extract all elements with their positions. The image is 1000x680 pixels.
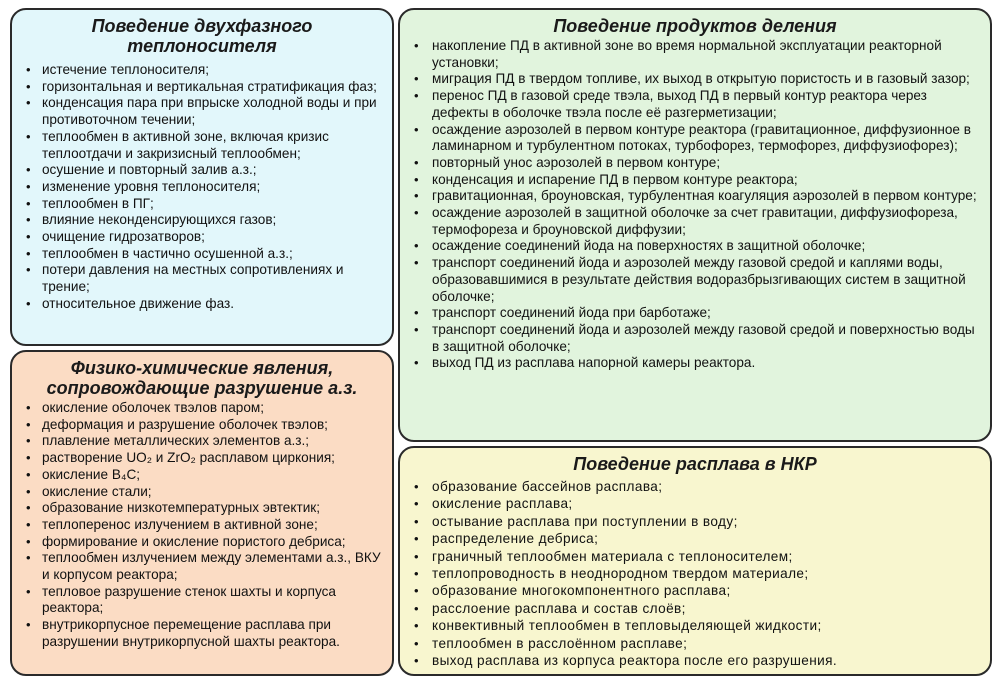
list-item: • осаждение аэрозолей в защитной оболочке за счет гравитации, диффузиофореза, термофореза и броуновской диффузии; [410, 205, 980, 238]
list-item: • окисление оболочек твэлов паром; [22, 400, 382, 417]
list-item: • конденсация пара при впрыске холодной воды и при противоточном течении; [22, 95, 382, 128]
list-item: • тепловое разрушение стенок шахты и корпуса реактора; [22, 584, 382, 617]
list-item: • относительное движение фаз. [22, 296, 382, 313]
list-item: • выход расплава из корпуса реактора после его разрушения. [410, 652, 980, 669]
list-item: • истечение теплоносителя; [22, 62, 382, 79]
list-item: • граничный теплообмен материала с теплоносителем; [410, 548, 980, 565]
list-item: • остывание расплава при поступлении в воду; [410, 513, 980, 530]
melt-behavior-title: Поведение расплава в НКР [573, 454, 817, 474]
list-item: • перенос ПД в газовой среде твэла, выход ПД в первый контур реактора через дефекты в оболочке твэла после её разгерметизации; [410, 88, 980, 121]
list-item: • окисление B₄C; [22, 467, 382, 484]
list-item: • теплообмен излучением между элементами а.з., ВКУ и корпусом реактора; [22, 550, 382, 583]
melt-behavior-box [398, 446, 992, 676]
list-item: • теплоперенос излучением в активной зоне; [22, 517, 382, 534]
physicochemical-phenomena-box [10, 350, 394, 676]
list-item: • очищение гидрозатворов; [22, 229, 382, 246]
fission-products-list [410, 38, 980, 372]
list-item: • окисление расплава; [410, 495, 980, 512]
list-item: • образование многокомпонентного расплава; [410, 582, 980, 599]
list-item: • деформация и разрушение оболочек твэлов; [22, 417, 382, 434]
two-phase-coolant-title: Поведение двухфазного теплоносителя [91, 16, 313, 56]
physicochemical-phenomena-title: Физико-химические явления, сопровождающие разрушение а.з. [46, 358, 358, 398]
list-item: • распределение дебриса; [410, 530, 980, 547]
melt-behavior-list [410, 478, 980, 669]
list-item: • окисление стали; [22, 484, 382, 501]
list-item: • образование бассейнов расплава; [410, 478, 980, 495]
list-item: • осаждение аэрозолей в первом контуре реактора (гравитационное, диффузионное в ламинарном и турбулентном потоках, турбофорез, термофорез, диффузиофорез); [410, 122, 980, 155]
two-phase-coolant-list [22, 62, 382, 313]
list-item: • расслоение расплава и состав слоёв; [410, 600, 980, 617]
list-item: • транспорт соединений йода и аэрозолей между газовой средой и поверхностью воды в защитной оболочке; [410, 322, 980, 355]
list-item: • транспорт соединений йода при барботаже; [410, 305, 980, 322]
list-item: • теплообмен в расслоённом расплаве; [410, 635, 980, 652]
list-item: • теплообмен в ПГ; [22, 196, 382, 213]
list-item: • теплообмен в частично осушенной а.з.; [22, 246, 382, 263]
list-item: • миграция ПД в твердом топливе, их выход в открытую пористость и в газовый зазор; [410, 71, 980, 88]
list-item: • теплопроводность в неоднородном твердом материале; [410, 565, 980, 582]
list-item: • конвективный теплообмен в тепловыделяющей жидкости; [410, 617, 980, 634]
list-item: • внутрикорпусное перемещение расплава при разрушении внутрикорпусной шахты реактора. [22, 617, 382, 650]
list-item: • транспорт соединений йода и аэрозолей между газовой средой и каплями воды, образовавшимися в результате действия водоразбрызгивающих систем в защитной оболочке; [410, 255, 980, 305]
list-item: • выход ПД из расплава напорной камеры реактора. [410, 355, 980, 372]
fission-products-box [398, 8, 992, 442]
list-item: • формирование и окисление пористого дебриса; [22, 534, 382, 551]
list-item: • горизонтальная и вертикальная стратификация фаз; [22, 79, 382, 96]
list-item: • осаждение соединений йода на поверхностях в защитной оболочке; [410, 238, 980, 255]
two-phase-coolant-box [10, 8, 394, 346]
list-item: • изменение уровня теплоносителя; [22, 179, 382, 196]
fission-products-title: Поведение продуктов деления [553, 16, 837, 36]
list-item: • растворение UO₂ и ZrO₂ расплавом циркония; [22, 450, 382, 467]
list-item: • потери давления на местных сопротивлениях и трение; [22, 262, 382, 295]
list-item: • образование низкотемпературных эвтектик; [22, 500, 382, 517]
physicochemical-phenomena-list [22, 400, 382, 651]
list-item: • повторный унос аэрозолей в первом контуре; [410, 155, 980, 172]
list-item: • теплообмен в активной зоне, включая кризис теплоотдачи и закризисный теплообмен; [22, 129, 382, 162]
list-item: • конденсация и испарение ПД в первом контуре реактора; [410, 172, 980, 189]
list-item: • гравитационная, броуновская, турбулентная коагуляция аэрозолей в первом контуре; [410, 188, 980, 205]
list-item: • плавление металлических элементов а.з.; [22, 433, 382, 450]
list-item: • влияние неконденсирующихся газов; [22, 212, 382, 229]
list-item: • осушение и повторный залив а.з.; [22, 162, 382, 179]
list-item: • накопление ПД в активной зоне во время нормальной эксплуатации реакторной установки; [410, 38, 980, 71]
